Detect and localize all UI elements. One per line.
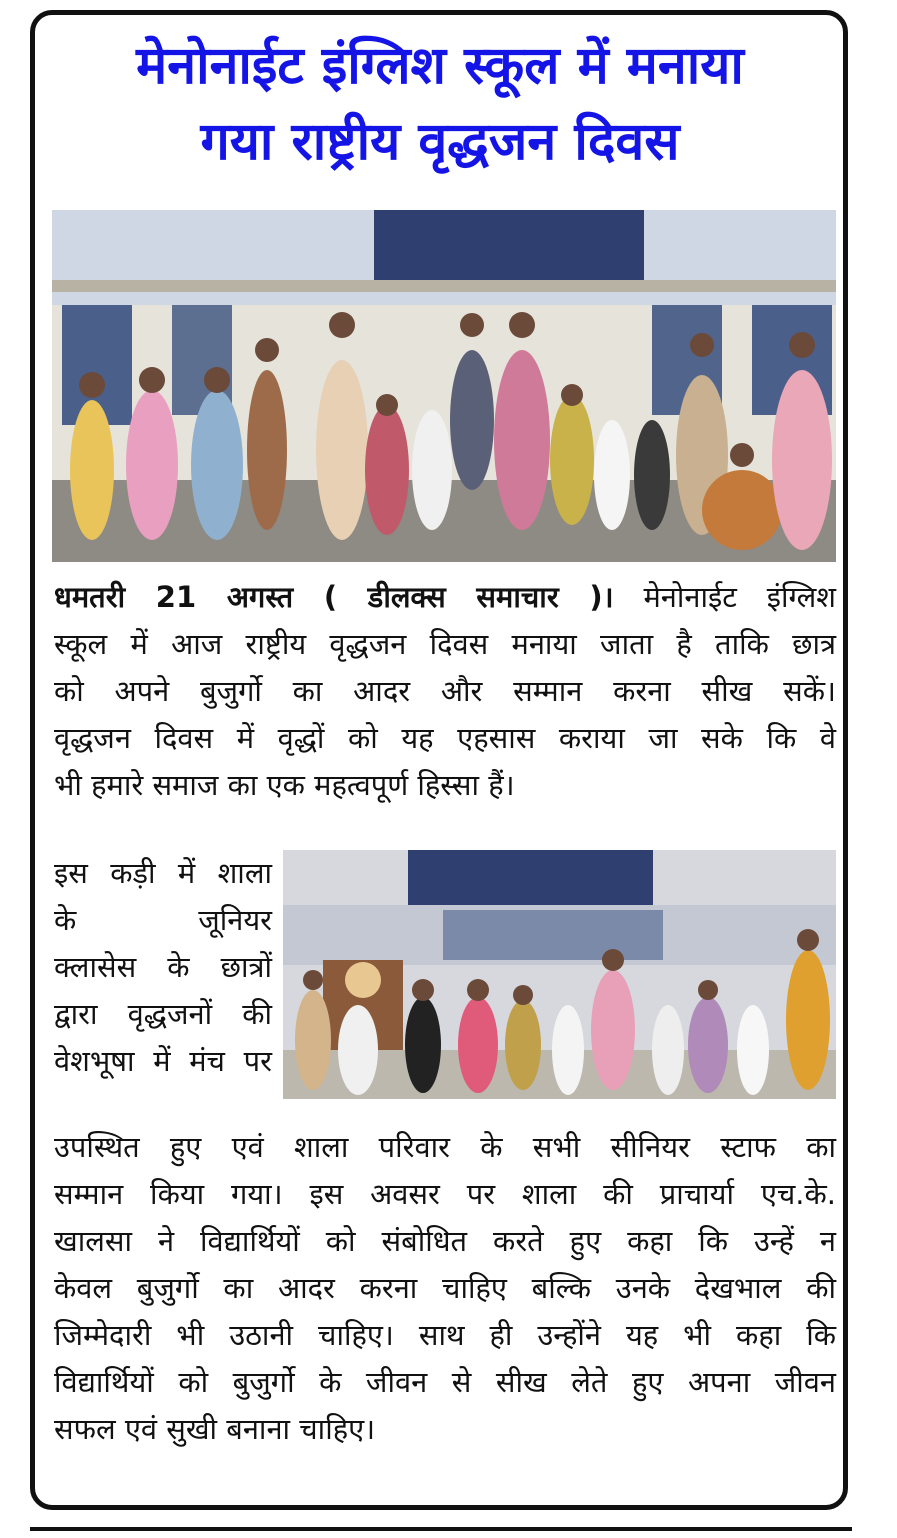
para1-line-2: स्कूल में आज राष्ट्रीय वृद्धजन दिवस मनाया जाता है ताकि छात्र: [54, 627, 836, 661]
para3-line-5: जिम्मेदारी भी उठानी चाहिए। साथ ही उन्होंने यह भी कहा कि: [54, 1318, 836, 1352]
headline-line-1: मेनोनाईट इंग्लिश स्कूल में मनाया: [136, 36, 744, 96]
para2-line-1: इस कड़ी में शाला: [54, 856, 272, 890]
headline-line-2: गया राष्ट्रीय वृद्धजन दिवस: [200, 112, 680, 172]
para1-line-4: वृद्धजन दिवस में वृद्धों को यह एहसास कराया जा सके कि वे: [54, 721, 836, 755]
para3-line-1: उपस्थित हुए एवं शाला परिवार के सभी सीनियर स्टाफ का: [54, 1130, 836, 1164]
para3-line-3: खालसा ने विद्यार्थियों को संबोधित करते हुए कहा कि उन्हें न: [54, 1224, 836, 1258]
para1-line-1: मेनोनाईट इंग्लिश: [613, 580, 836, 614]
para1-line-5: भी हमारे समाज का एक महत्वपूर्ण हिस्सा हैं।: [54, 768, 515, 802]
para3-line-2: सम्मान किया गया। इस अवसर पर शाला की प्राचार्या एच.के.: [54, 1177, 836, 1211]
dateline: धमतरी 21 अगस्त ( डीलक्स समाचार )।: [54, 580, 614, 614]
headline: [40, 28, 840, 180]
stage-photo-bottom: [283, 850, 836, 1099]
para3-line-4: केवल बुजुर्गो का आदर करना चाहिए बल्कि उनके देखभाल की: [54, 1271, 836, 1305]
article-paragraph-3: [54, 1124, 836, 1453]
para2-line-4: द्वारा वृद्धजनों की: [54, 997, 272, 1031]
para3-line-6: विद्यार्थियों को बुजुर्गो के जीवन से सीख लेते हुए अपना जीवन: [54, 1365, 836, 1399]
bottom-rule: [30, 1527, 852, 1531]
para2-line-5: वेशभूषा में मंच पर: [54, 1044, 272, 1078]
para2-line-2: के जूनियर: [54, 903, 272, 937]
para1-line-3: को अपने बुजुर्गो का आदर और सम्मान करना सीख सकें।: [54, 674, 836, 708]
para3-line-7: सफल एवं सुखी बनाना चाहिए।: [54, 1412, 376, 1446]
article-paragraph-2: [54, 850, 272, 1085]
para2-line-3: क्लासेस के छात्रों: [54, 950, 272, 984]
group-photo-top: [52, 210, 836, 562]
article-paragraph-1: [54, 574, 836, 809]
